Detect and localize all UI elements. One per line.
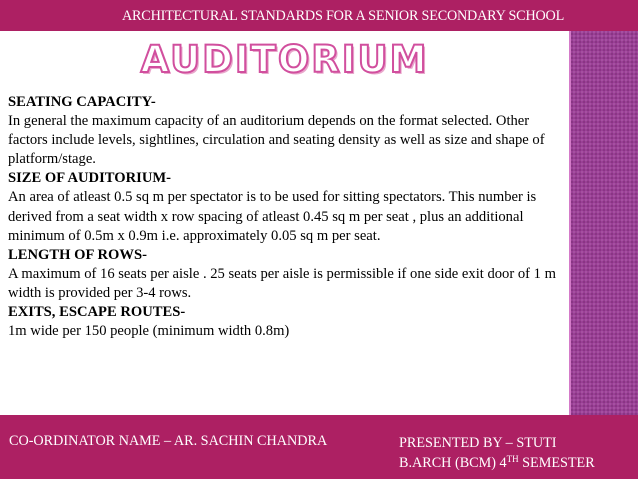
footer-course — [399, 453, 595, 473]
footer-course-sup: TH — [506, 454, 519, 464]
section-heading-length-of-rows: LENGTH OF ROWS- — [8, 246, 147, 263]
footer-coordinator: CO-ORDINATOR NAME – AR. SACHIN CHANDRA — [9, 433, 328, 449]
section-body-exits: 1m wide per 150 people (minimum width 0.8m) — [8, 323, 290, 340]
side-decorative-strip — [569, 31, 638, 415]
footer-course-suffix: SEMESTER — [518, 455, 595, 471]
section-heading-seating-capacity: SEATING CAPACITY- — [8, 94, 156, 110]
section-heading-size-of-auditorium: SIZE OF AUDITORIUM- — [8, 170, 171, 187]
footer-presented-by: PRESENTED BY – STUTI — [399, 435, 557, 451]
section-body-size-of-auditorium: An area of atleast 0.5 sq m per spectator is to be used for sitting spectators. This number is derived from a seat width x row spacing of atleast 0.45 sq m per seat , plus an additional minimum of 0.5m x 0.9m i.e. approximately 0.05 sq m per seat. — [8, 189, 537, 244]
footer-presenter — [399, 433, 595, 473]
section-body-length-of-rows: A maximum of 16 seats per aisle . 25 seats per aisle is permissible if one side exit door of 1 m width is provided per 3-4 rows. — [8, 265, 556, 301]
section-body-seating-capacity: In general the maximum capacity of an auditorium depends on the format selected. Other factors include levels, sightlines, circulation and seating density as well as size and shape of platform/stage. — [8, 113, 545, 168]
slide-content — [8, 93, 563, 341]
section-heading-exits: EXITS, ESCAPE ROUTES- — [8, 304, 186, 321]
footer-course-prefix: B.ARCH (BCM) 4 — [399, 455, 507, 471]
header-title: ARCHITECTURAL STANDARDS FOR A SENIOR SECONDARY SCHOOL — [122, 8, 565, 24]
slide-title: AUDITORIUM — [140, 38, 429, 81]
